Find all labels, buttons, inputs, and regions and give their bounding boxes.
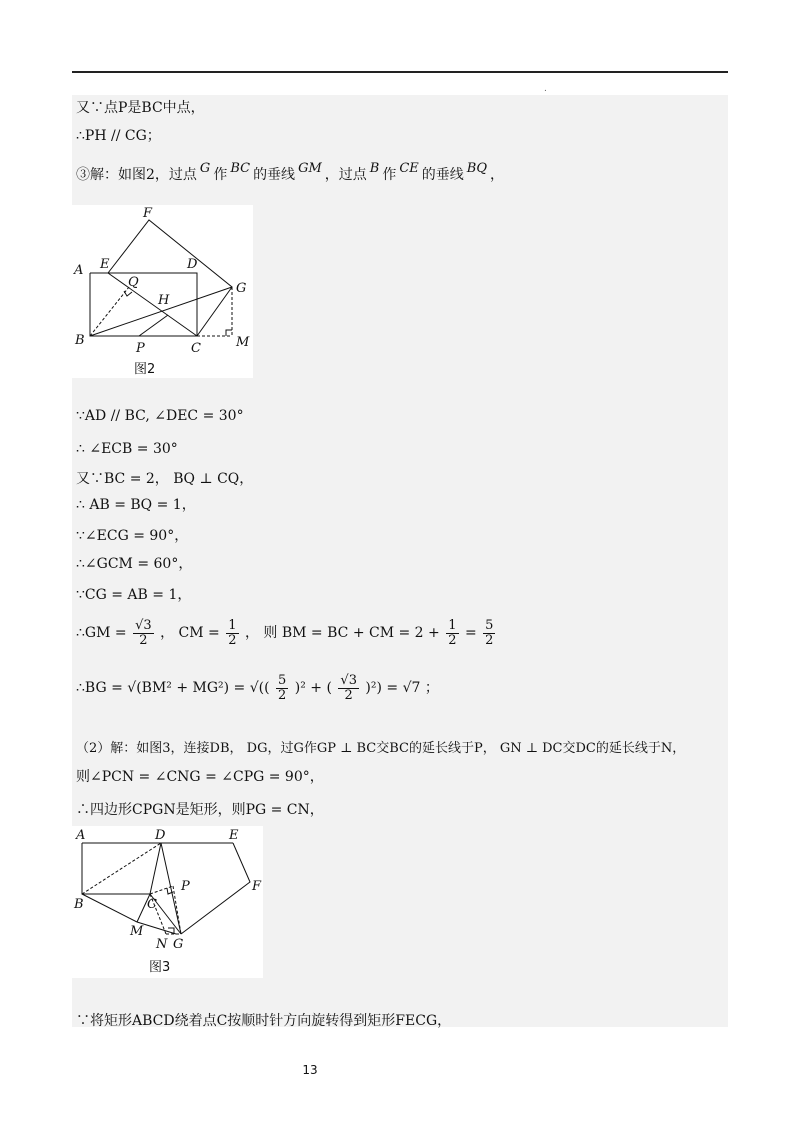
text-line-7: ∴ AB = BQ = 1，: [76, 497, 196, 513]
text-line-11: [76, 616, 497, 650]
text-seg: 作: [213, 167, 228, 183]
label-G: G: [173, 937, 184, 952]
figure-3: [72, 826, 263, 978]
label-D: D: [155, 828, 166, 843]
text-seg: )²) = √7 ；: [365, 680, 439, 696]
rectangle-abcd-left: [82, 843, 150, 894]
figure-2: [72, 205, 253, 378]
text-line-13: （2）解：如图3，连接DB， DG，过G作GP ⊥ BC交BC的延长线于P， GN ⊥ DC交DC的延长线于N，: [76, 741, 686, 756]
label-Q: Q: [128, 275, 139, 290]
math-var: BQ: [466, 161, 487, 176]
denominator: 2: [485, 632, 494, 648]
text-line-14: 则∠PCN = ∠CNG = ∠CPG = 90°，: [76, 769, 324, 785]
text-seg: =: [464, 625, 477, 641]
text-line-8: ∵∠ECG = 90°，: [76, 528, 189, 544]
text-seg: ∴BG = √(BM² + MG²) = √((: [76, 680, 270, 696]
denominator: 2: [448, 632, 457, 648]
label-E: E: [229, 828, 239, 843]
header-rule: [72, 71, 728, 73]
numerator: √3: [340, 672, 357, 688]
label-B: B: [75, 333, 85, 348]
label-F: F: [143, 206, 153, 221]
fraction: [133, 619, 154, 648]
math-var: BC: [230, 161, 251, 176]
text-seg: ， CM =: [160, 625, 220, 641]
denominator: 2: [228, 632, 237, 648]
fraction: [338, 674, 359, 703]
text-line-3: [76, 161, 504, 185]
denominator: 2: [278, 687, 287, 703]
segment-db: [82, 843, 161, 894]
numerator: √3: [135, 617, 152, 633]
text-seg: ，: [489, 167, 504, 183]
label-M: M: [130, 924, 144, 939]
label-N: N: [156, 937, 168, 952]
rectangle-fecg: [108, 220, 232, 336]
denominator: 2: [344, 687, 353, 703]
text-seg: ，过点: [324, 167, 367, 183]
fraction: [226, 619, 238, 648]
rectangle-fecg-right: [181, 843, 250, 934]
text-seg: 的垂线: [253, 167, 296, 183]
label-H: H: [158, 293, 170, 308]
fraction: [446, 619, 458, 648]
text-line-10: ∵CG = AB = 1，: [76, 587, 192, 603]
numerator: 1: [228, 617, 237, 633]
segment-bq: [90, 287, 129, 336]
label-F: F: [252, 879, 262, 894]
label-A: A: [74, 263, 84, 278]
text-line-12: [76, 670, 439, 706]
text-line-15: ∴四边形CPGN是矩形，则PG = CN，: [76, 802, 324, 818]
segment-dc: [150, 843, 161, 894]
label-C: C: [147, 897, 157, 912]
header-mark: .: [544, 84, 547, 94]
math-var: GM: [298, 161, 322, 176]
text-line-4: ∵AD // BC, ∠DEC = 30°: [76, 408, 244, 424]
text-seg: 的垂线: [421, 167, 464, 183]
text-seg: ③解：如图2，过点: [76, 167, 197, 183]
numerator: 5: [485, 617, 494, 633]
denominator: 2: [139, 632, 148, 648]
label-P: P: [181, 879, 190, 894]
text-line-9: ∴∠GCM = 60°，: [76, 556, 193, 572]
numerator: 5: [278, 672, 287, 688]
right-angle-m: [226, 330, 232, 336]
figure-3-caption: 图3: [149, 960, 171, 975]
fraction: [483, 619, 495, 648]
label-E: E: [100, 257, 110, 272]
fraction: [276, 674, 288, 703]
segment-pg: [173, 886, 181, 934]
label-D: D: [187, 257, 198, 272]
label-A: A: [76, 828, 86, 843]
label-M: M: [236, 335, 250, 350]
text-line-2: ∴PH // CG；: [76, 128, 161, 144]
figure-2-caption: 图2: [134, 362, 156, 377]
segment-bm: [82, 894, 137, 922]
numerator: 1: [448, 617, 457, 633]
text-seg: ， 则 BM = BC + CM = 2 +: [244, 625, 440, 641]
segment-cp: [150, 886, 173, 894]
label-C: C: [191, 341, 201, 356]
label-B: B: [74, 897, 84, 912]
text-seg: 作: [382, 167, 397, 183]
math-var: G: [199, 161, 211, 176]
text-line-6: 又∵BC = 2， BQ ⊥ CQ，: [76, 471, 254, 487]
text-line-1: 又∵点P是BC中点，: [76, 100, 205, 116]
math-var: CE: [399, 161, 419, 176]
text-seg: ∴GM =: [76, 625, 127, 641]
text-line-5: ∴ ∠ECB = 30°: [76, 441, 178, 457]
label-P: P: [136, 341, 145, 356]
text-line-16: ∵将矩形ABCD绕着点C按顺时针方向旋转得到矩形FECG，: [76, 1013, 452, 1029]
segment-ph: [139, 315, 168, 336]
page-number: 13: [302, 1063, 318, 1077]
text-seg: )² + (: [294, 680, 332, 696]
math-var: B: [369, 161, 380, 176]
label-G: G: [236, 281, 247, 296]
